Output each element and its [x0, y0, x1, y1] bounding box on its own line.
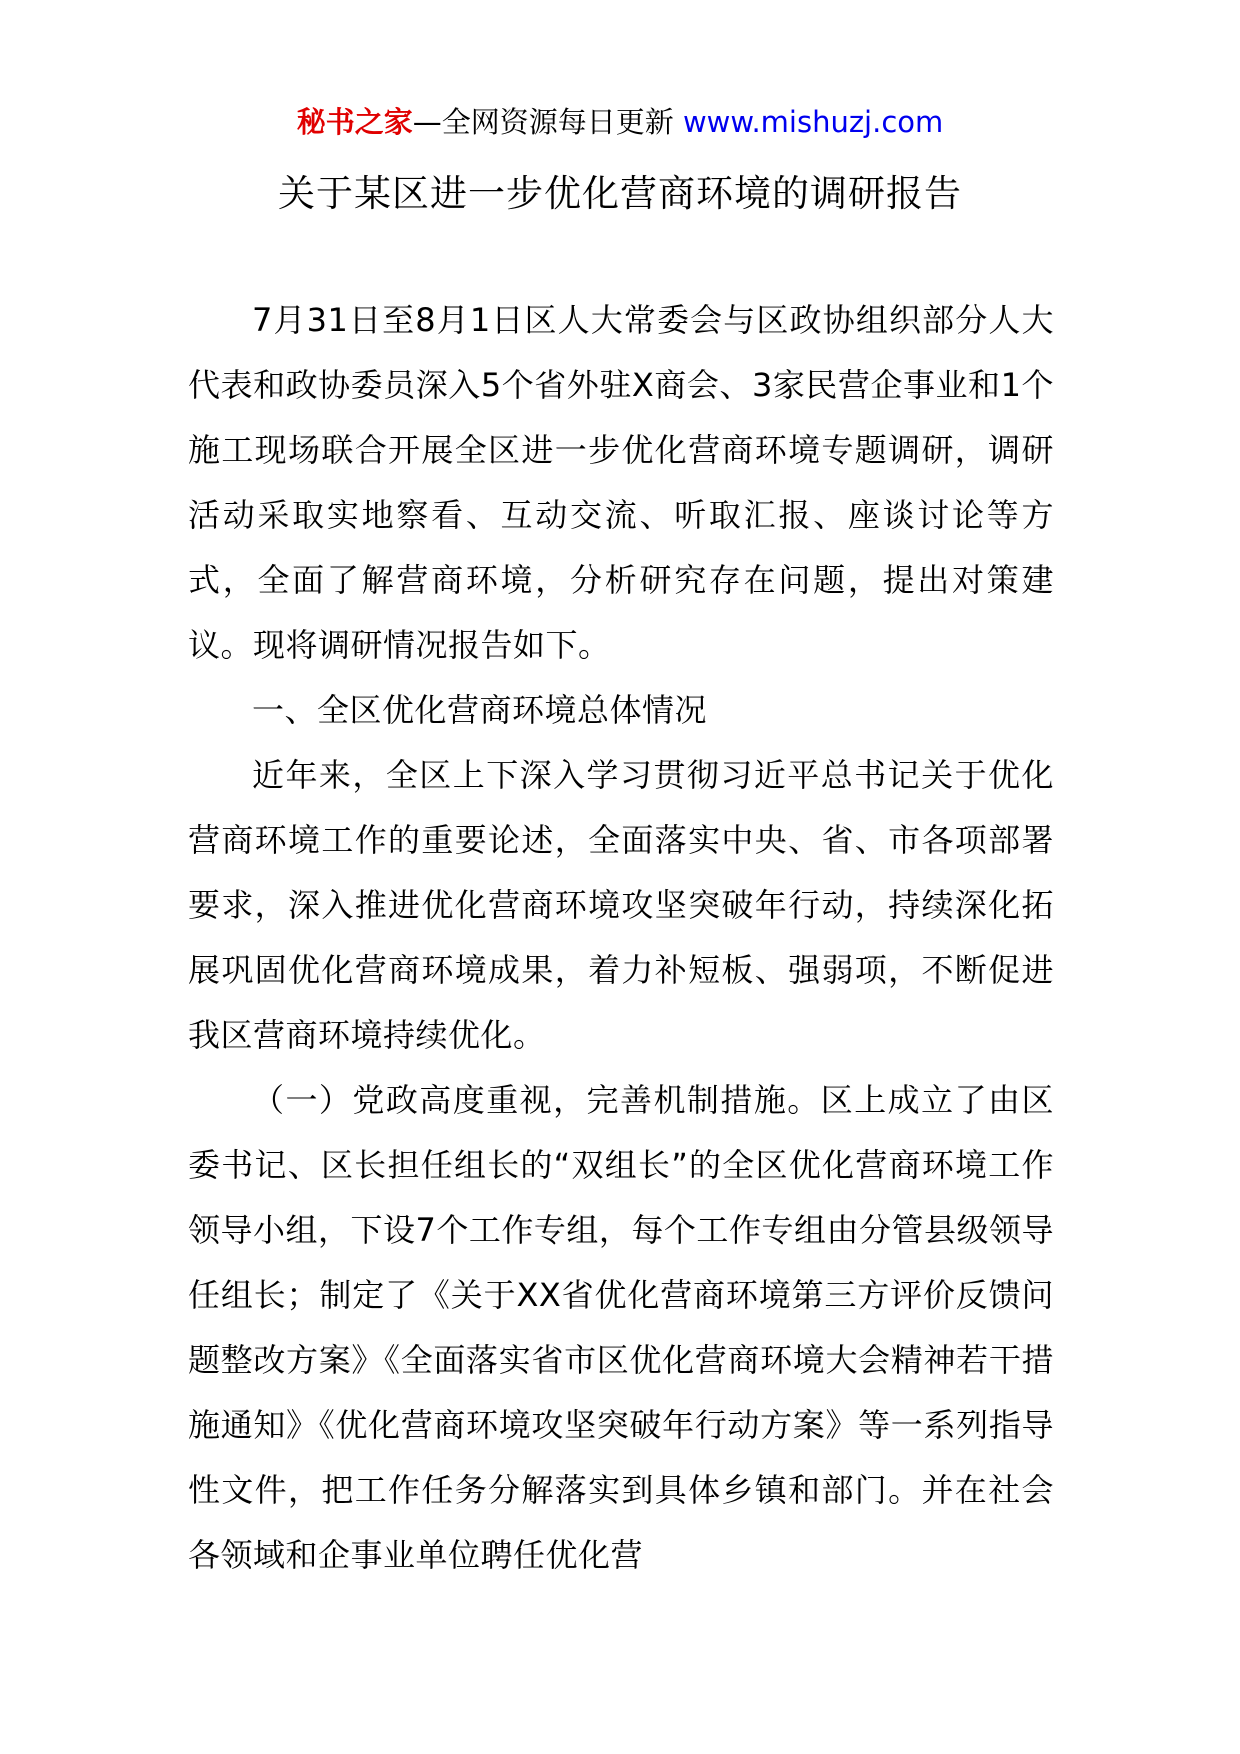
subsection-paragraph: （一）党政高度重视，完善机制措施。区上成立了由区委书记、区长担任组长的“双组长”的全区优化营商环境工作领导小组，下设7个工作专组，每个工作专组由分管县级领导任组长；制定了《关于XX省优化营商环境第三方评价反馈问题整改方案》《全面落实省市区优化营商环境大会精神若干措施通知》《优化营商环境攻坚突破年行动方案》等一系列指导性文件，把工作任务分解落实到具体乡镇和部门。并在社会各领域和企事业单位聘任优化营: [188, 1081, 1054, 1574]
header-tagline: —全网资源每日更新: [412, 105, 683, 139]
section-heading: 一、全区优化营商环境总体情况: [252, 691, 708, 729]
document-title: 关于某区进一步优化营商环境的调研报告: [278, 172, 962, 215]
site-url-link[interactable]: www.mishuzj.com: [682, 105, 944, 139]
intro-paragraph: 7月31日至8月1日区人大常委会与区政协组织部分人大代表和政协委员深入5个省外驻X商会、3家民营企事业和1个施工现场联合开展全区进一步优化营商环境专题调研，调研活动采取实地察看、互动交流、听取汇报、座谈讨论等方式，全面了解营商环境，分析研究存在问题，提出对策建议。现将调研情况报告如下。: [188, 301, 1054, 664]
brand-name: 秘书之家: [296, 105, 413, 139]
site-header: [0, 100, 1240, 144]
overview-paragraph: 近年来，全区上下深入学习贯彻习近平总书记关于优化营商环境工作的重要论述，全面落实中央、省、市各项部署要求，深入推进优化营商环境攻坚突破年行动，持续深化拓展巩固优化营商环境成果，着力补短板、强弱项，不断促进我区营商环境持续优化。: [188, 756, 1054, 1054]
document-body: [188, 288, 1054, 1588]
